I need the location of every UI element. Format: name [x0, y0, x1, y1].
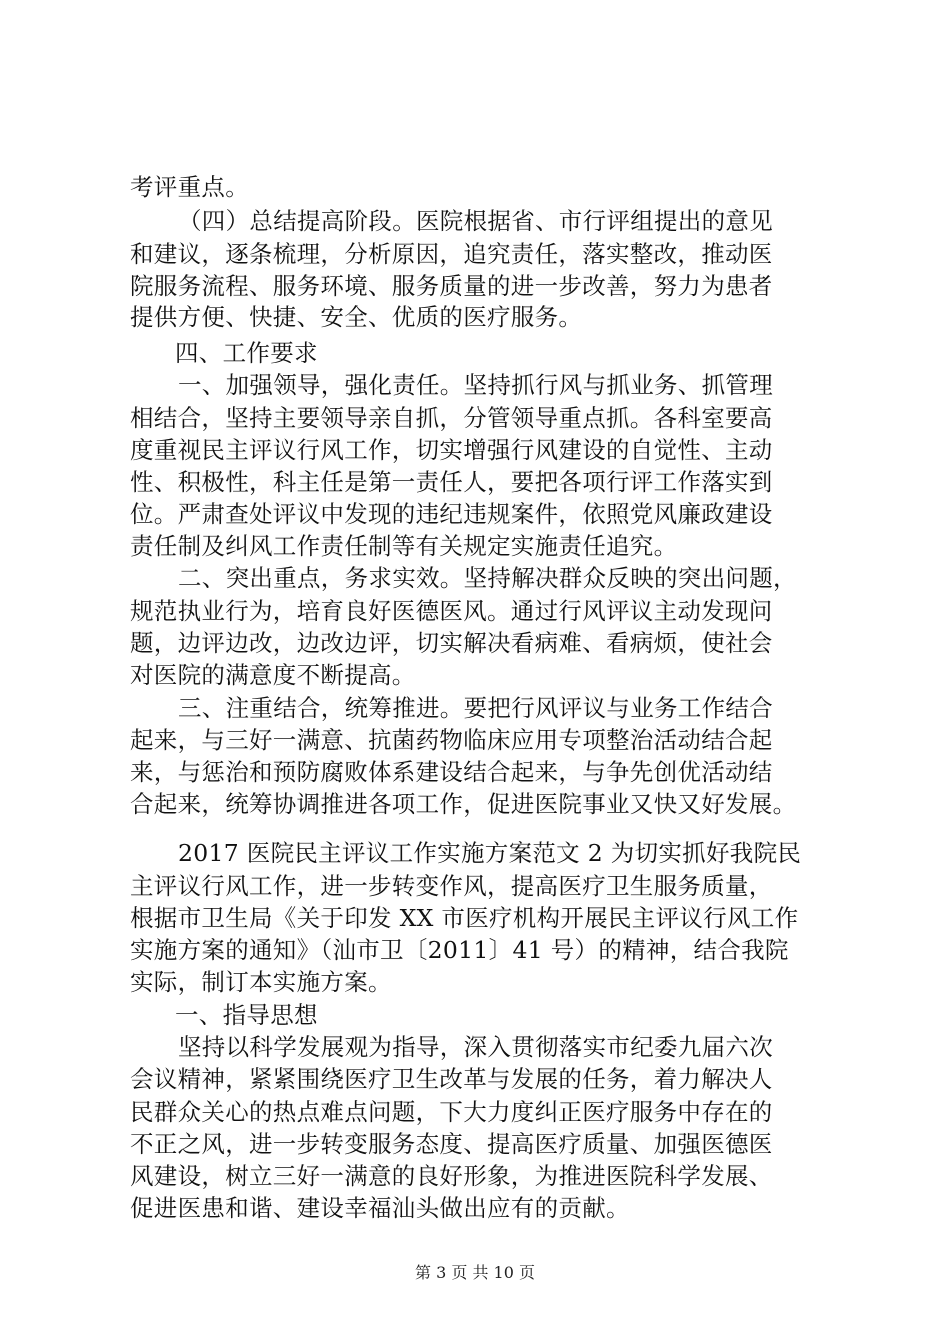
text-line: 来，与惩治和预防腐败体系建设结合起来，与争先创优活动结 [130, 758, 773, 786]
text-line: 四、工作要求 [175, 339, 318, 367]
text-line: 规范执业行为，培育良好医德医风。通过行风评议主动发现问 [130, 597, 773, 625]
text-line: 会议精神，紧紧围绕医疗卫生改革与发展的任务，着力解决人 [130, 1065, 773, 1093]
text-line: 院服务流程、服务环境、服务质量的进一步改善，努力为患者 [130, 272, 773, 300]
text-line: 提供方便、快捷、安全、优质的医疗服务。 [130, 303, 583, 331]
text-line: 2017 医院民主评议工作实施方案范文 2 为切实抓好我院民 [178, 839, 802, 867]
text-line: 和建议，逐条梳理，分析原因，追究责任，落实整改，推动医 [130, 240, 773, 268]
text-line: 二、突出重点，务求实效。坚持解决群众反映的突出问题， [178, 564, 797, 592]
text-line: 实施方案的通知》（汕市卫〔2011〕41 号）的精神，结合我院 [130, 936, 789, 964]
text-line: 风建设，树立三好一满意的良好形象，为推进医院科学发展、 [130, 1162, 773, 1190]
text-line: 主评议行风工作，进一步转变作风，提高医疗卫生服务质量， [130, 872, 773, 900]
text-line: 一、指导思想 [175, 1001, 318, 1029]
text-line: 性、积极性，科主任是第一责任人，要把各项行评工作落实到 [130, 468, 773, 496]
text-line: 促进医患和谐、建设幸福汕头做出应有的贡献。 [130, 1194, 630, 1222]
text-line: （四）总结提高阶段。医院根据省、市行评组提出的意见 [178, 207, 773, 235]
text-line: 根据市卫生局《关于印发 XX 市医疗机构开展民主评议行风工作 [130, 904, 799, 932]
page-footer: 第 3 页 共 10 页 [415, 1263, 535, 1282]
text-line: 起来，与三好一满意、抗菌药物临床应用专项整治活动结合起 [130, 726, 773, 754]
text-line: 合起来，统筹协调推进各项工作，促进医院事业又快又好发展。 [130, 790, 797, 818]
text-line: 度重视民主评议行风工作，切实增强行风建设的自觉性、主动 [130, 436, 773, 464]
text-line: 实际，制订本实施方案。 [130, 968, 392, 996]
text-line: 对医院的满意度不断提高。 [130, 661, 416, 689]
text-line: 相结合，坚持主要领导亲自抓，分管领导重点抓。各科室要高 [130, 404, 773, 432]
text-line: 三、注重结合，统筹推进。要把行风评议与业务工作结合 [178, 694, 773, 722]
text-line: 题，边评边改，边改边评，切实解决看病难、看病烦，使社会 [130, 629, 773, 657]
text-line: 坚持以科学发展观为指导，深入贯彻落实市纪委九届六次 [178, 1033, 773, 1061]
text-line: 位。严肃查处评议中发现的违纪违规案件，依照党风廉政建设 [130, 500, 773, 528]
text-line: 不正之风，进一步转变服务态度、提高医疗质量、加强医德医 [130, 1130, 773, 1158]
text-line: 考评重点。 [130, 173, 249, 201]
text-line: 民群众关心的热点难点问题，下大力度纠正医疗服务中存在的 [130, 1098, 773, 1126]
text-line: 一、加强领导，强化责任。坚持抓行风与抓业务、抓管理 [178, 371, 773, 399]
text-line: 责任制及纠风工作责任制等有关规定实施责任追究。 [130, 532, 678, 560]
